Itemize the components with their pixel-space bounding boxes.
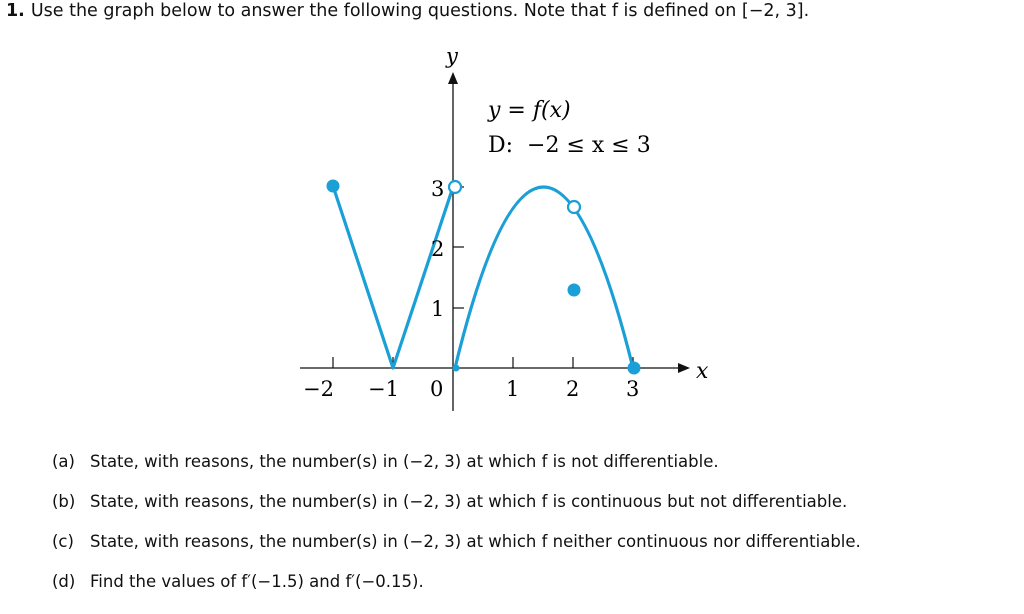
- question-text: Find the values of f′(−1.5) and f′(−0.15).: [90, 572, 424, 591]
- question-a: [52, 452, 719, 471]
- question-text: State, with reasons, the number(s) in (−2, 3) at which f is not differentiable.: [90, 452, 719, 471]
- x-tick-label: −2: [303, 377, 334, 401]
- x-tick-label: 3: [626, 377, 640, 401]
- y-tick-label: 2: [431, 237, 445, 261]
- y-axis-arrow: [448, 72, 458, 84]
- filled-point-right-end: [628, 362, 641, 375]
- domain-label: D: −2 ≤ x ≤ 3: [488, 133, 651, 158]
- open-point-at-x2: [568, 201, 580, 213]
- question-b: [52, 492, 847, 511]
- filled-point-at-x2: [568, 284, 581, 297]
- question-label: (a): [52, 452, 75, 471]
- y-axis-label: y: [446, 44, 458, 68]
- y-tick-label: 1: [431, 297, 445, 321]
- x-tick-label: 1: [506, 377, 520, 401]
- problem-number: 1.: [6, 1, 25, 21]
- question-label: (b): [52, 492, 76, 511]
- curve-parabola: [455, 187, 633, 368]
- y-tick-label: 3: [431, 177, 445, 201]
- problem-prompt: Use the graph below to answer the following questions. Note that f is defined on [−2, 3].: [30, 1, 810, 21]
- curve-left-v: [333, 186, 453, 368]
- x-tick-label: 2: [566, 377, 580, 401]
- question-label: (c): [52, 532, 74, 551]
- question-d: [52, 572, 424, 591]
- function-label: y = f(x): [488, 98, 571, 123]
- origin-point: [453, 365, 460, 372]
- x-axis-label: x: [696, 359, 709, 384]
- x-axis-arrow: [678, 363, 690, 373]
- question-c: [52, 532, 861, 551]
- x-tick-label: 0: [430, 377, 444, 401]
- question-text: State, with reasons, the number(s) in (−2, 3) at which f neither continuous nor differentiable.: [90, 532, 861, 551]
- question-text: State, with reasons, the number(s) in (−2, 3) at which f is continuous but not differentiable.: [90, 492, 848, 511]
- question-label: (d): [52, 572, 76, 591]
- filled-point-left-end: [327, 180, 340, 193]
- x-tick-label: −1: [368, 377, 399, 401]
- open-point-at-x0: [449, 181, 461, 193]
